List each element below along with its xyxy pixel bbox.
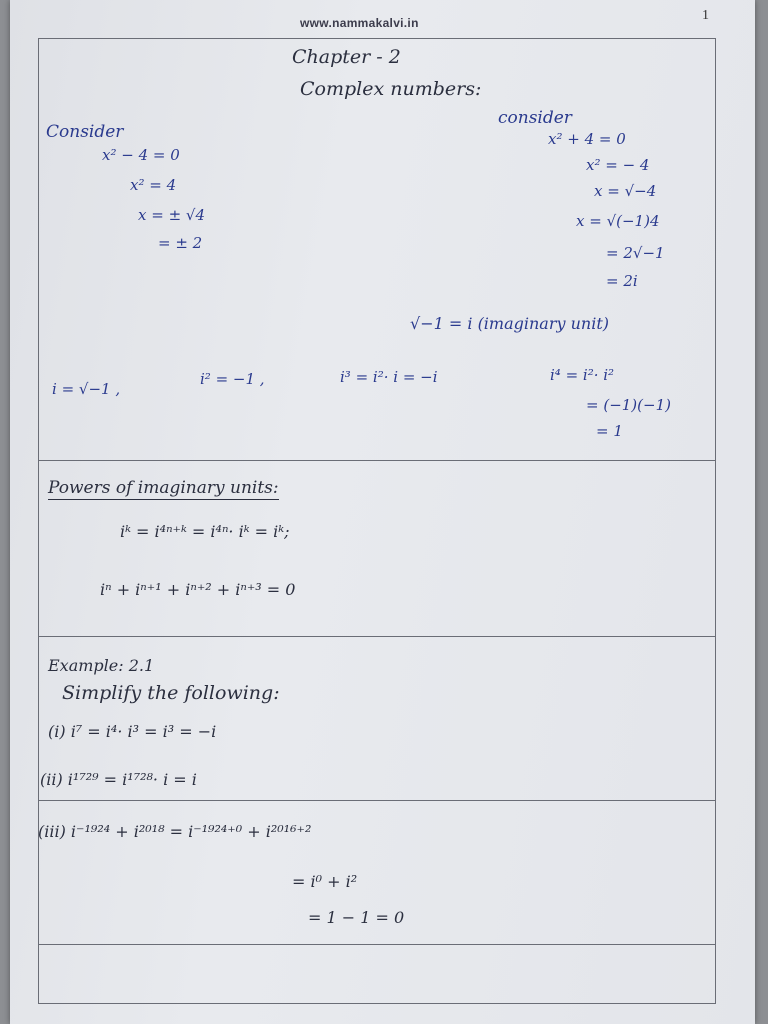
powers-formula-1: iᵏ = i⁴ⁿ⁺ᵏ = i⁴ⁿ· iᵏ = iᵏ;: [120, 522, 290, 541]
left-line: = ± 2: [158, 234, 203, 252]
notebook-page: [10, 0, 755, 1024]
right-line: x² + 4 = 0: [548, 130, 626, 148]
power-i1: i = √−1 ,: [52, 380, 121, 398]
left-consider-heading: Consider: [46, 122, 124, 142]
divider-3: [38, 800, 716, 801]
left-line: x² = 4: [130, 176, 177, 194]
chapter-title: Chapter - 2: [292, 46, 401, 68]
right-line: = 2i: [606, 272, 638, 290]
right-line: x² = − 4: [586, 156, 650, 174]
example-part-3-step: = i⁰ + i²: [292, 872, 358, 891]
page-number: 1: [702, 8, 709, 23]
subject-title: Complex numbers:: [300, 78, 482, 100]
powers-formula-2: iⁿ + iⁿ⁺¹ + iⁿ⁺² + iⁿ⁺³ = 0: [100, 580, 296, 599]
example-part-1: (i) i⁷ = i⁴· i³ = i³ = −i: [48, 722, 217, 741]
example-instruction: Simplify the following:: [62, 682, 280, 704]
example-part-3: (iii) i⁻¹⁹²⁴ + i²⁰¹⁸ = i⁻¹⁹²⁴⁺⁰ + i²⁰¹⁶⁺²: [38, 822, 312, 841]
powers-heading: Powers of imaginary units:: [48, 478, 279, 498]
power-i4-step: = 1: [596, 422, 623, 440]
watermark: www.nammakalvi.in: [300, 16, 419, 30]
left-line: x = ± √4: [138, 206, 206, 224]
imaginary-unit-definition: √−1 = i (imaginary unit): [410, 314, 610, 333]
right-line: x = √(−1)4: [576, 212, 660, 230]
divider-2: [38, 636, 716, 637]
divider-4: [38, 944, 716, 945]
divider-1: [38, 460, 716, 461]
power-i4-step: = (−1)(−1): [586, 396, 671, 414]
right-consider-heading: consider: [498, 108, 572, 128]
power-i4: i⁴ = i²· i²: [550, 366, 615, 384]
left-line: x² − 4 = 0: [102, 146, 180, 164]
example-part-3-step: = 1 − 1 = 0: [308, 908, 405, 927]
example-part-2: (ii) i¹⁷²⁹ = i¹⁷²⁸· i = i: [40, 770, 197, 789]
right-line: = 2√−1: [606, 244, 665, 262]
power-i2: i² = −1 ,: [200, 370, 265, 388]
power-i3: i³ = i²· i = −i: [340, 368, 438, 386]
right-line: x = √−4: [594, 182, 657, 200]
example-heading: Example: 2.1: [48, 656, 155, 675]
